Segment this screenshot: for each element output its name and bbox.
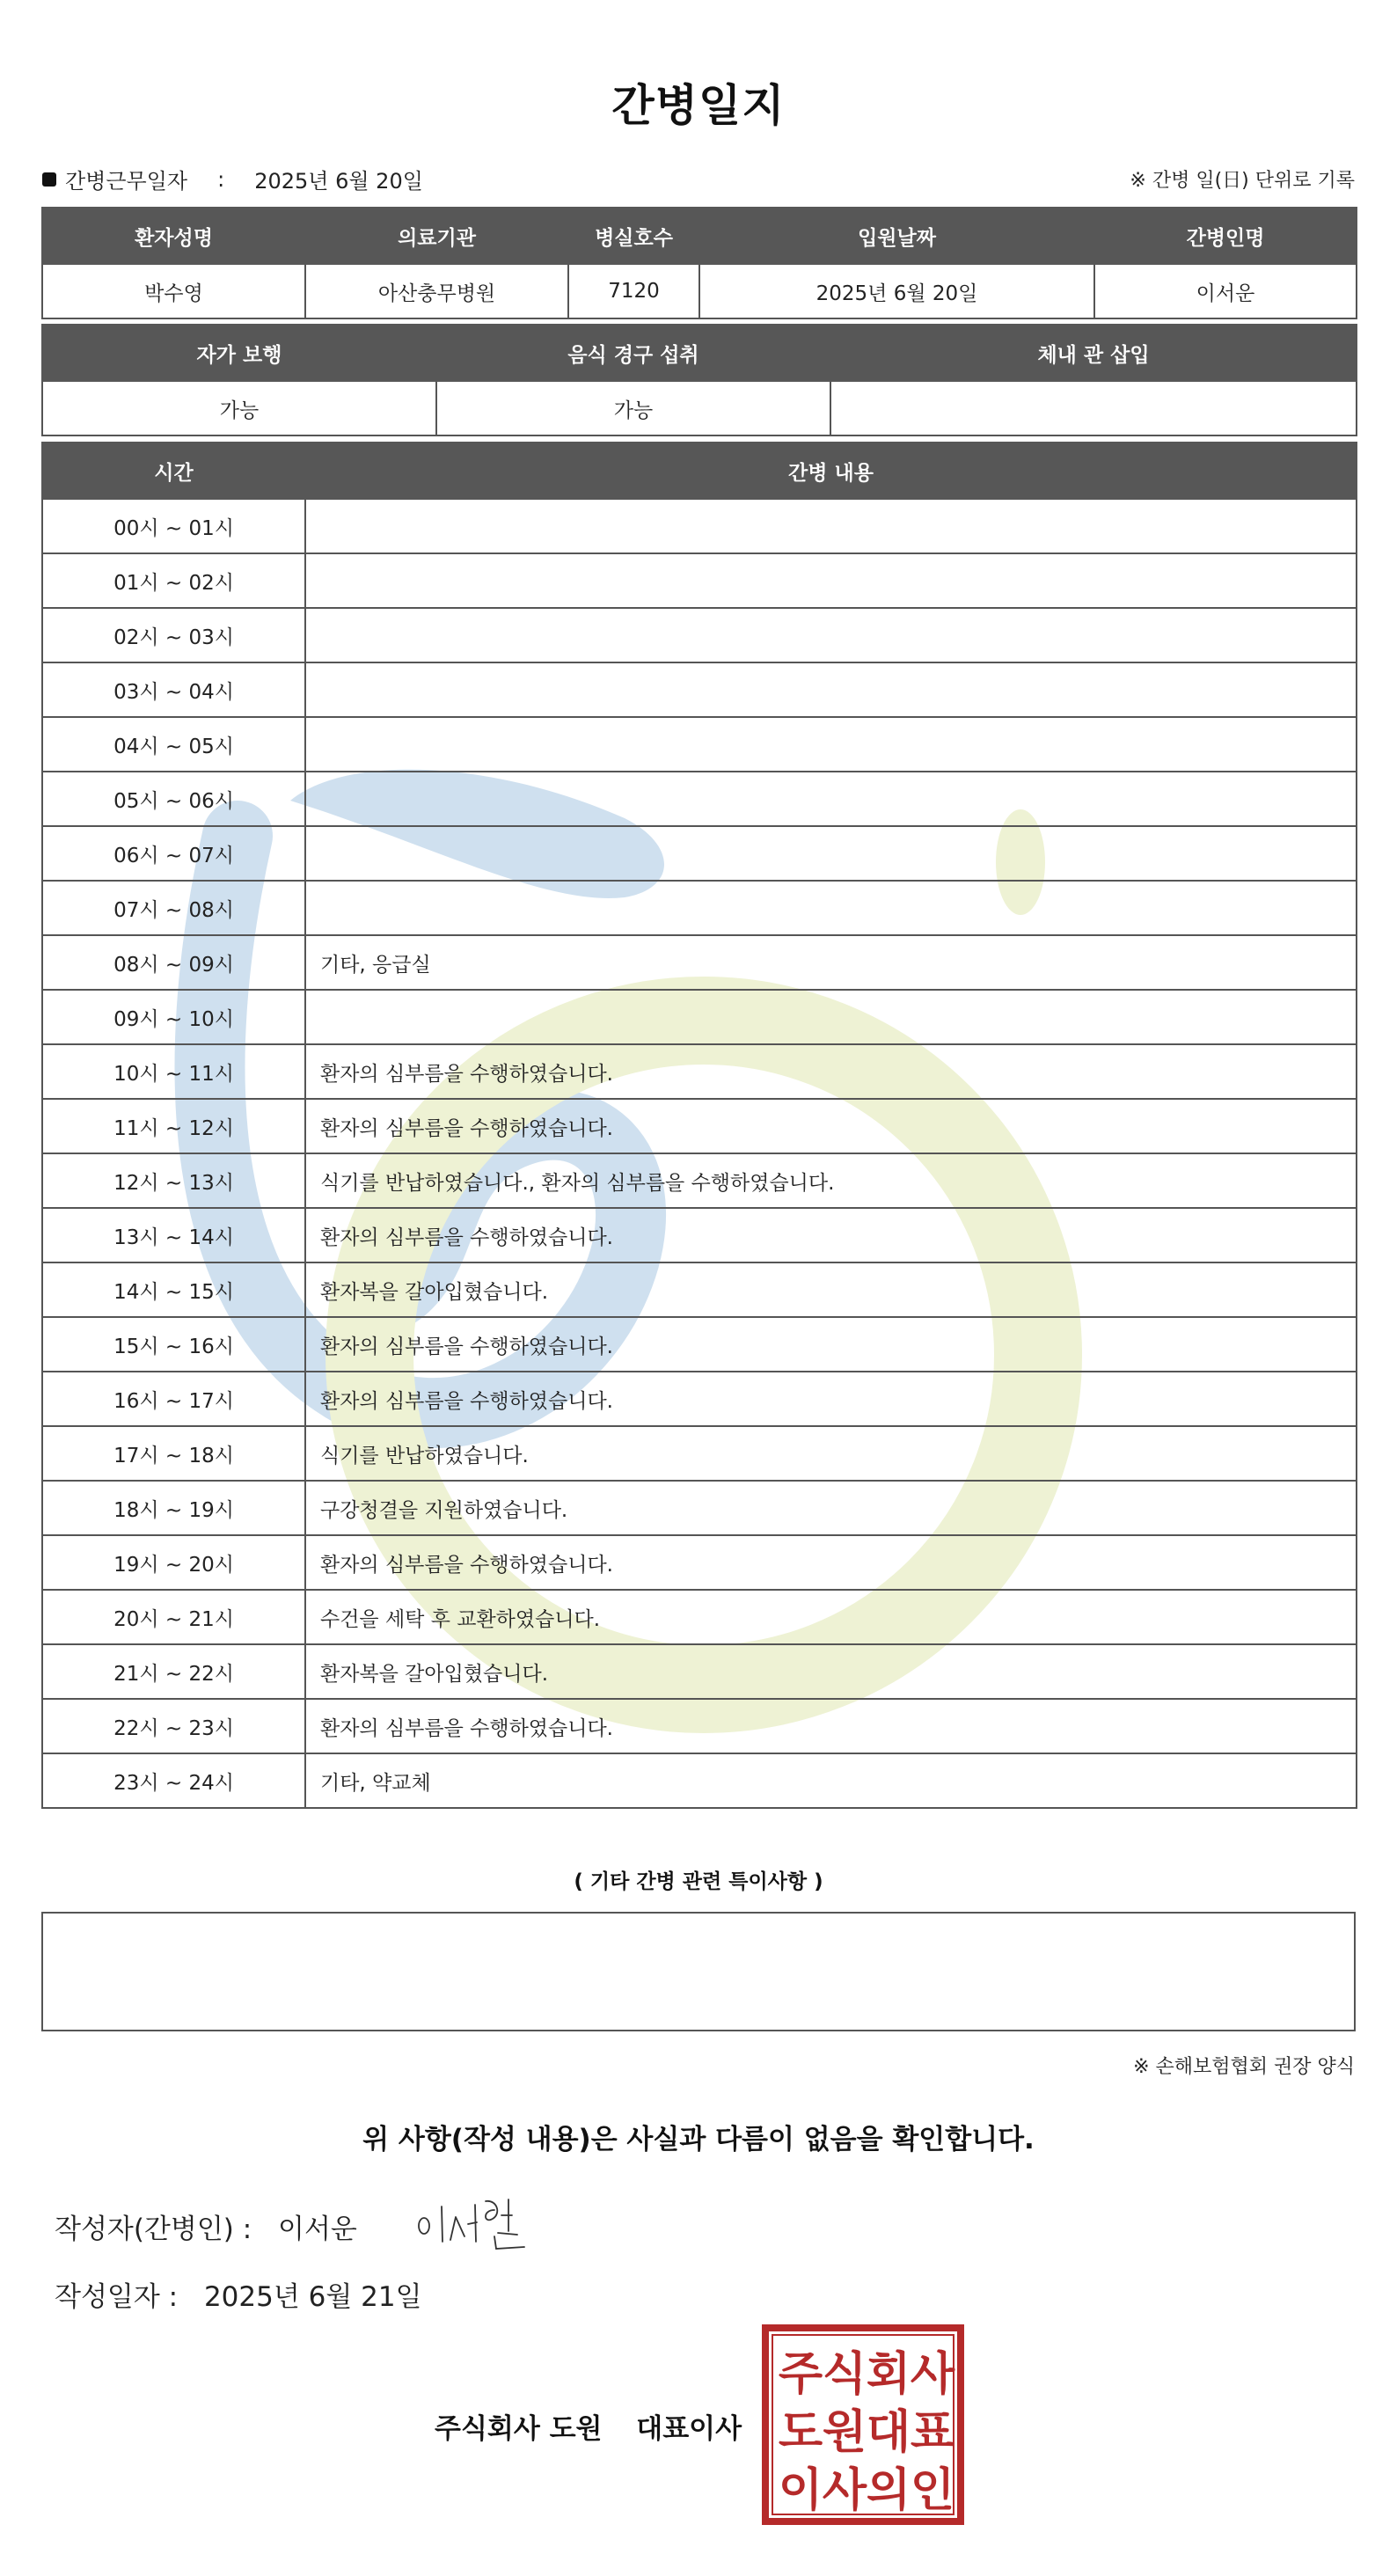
table-row — [42, 772, 1357, 826]
log-note — [305, 553, 1357, 608]
company-seal-stamp — [762, 2324, 964, 2525]
log-time: 17시 ~ 18시 — [42, 1426, 305, 1481]
writer-name: 이서운 — [278, 2214, 357, 2245]
table-row — [42, 935, 1357, 990]
header-admission-date: 입원날짜 — [699, 208, 1094, 264]
log-note: 식기를 반납하였습니다., 환자의 심부름을 수행하였습니다. — [305, 1153, 1357, 1208]
header-self-walking: 자가 보행 — [42, 325, 436, 381]
log-note — [305, 717, 1357, 772]
confirmation-statement: 위 사항(작성 내용)은 사실과 다름이 없음을 확인합니다. — [362, 2124, 1035, 2155]
table-row — [42, 608, 1357, 662]
log-time: 13시 ~ 14시 — [42, 1208, 305, 1262]
table-row — [42, 662, 1357, 717]
table-row — [42, 717, 1357, 772]
log-time: 15시 ~ 16시 — [42, 1317, 305, 1372]
table-row — [42, 1426, 1357, 1481]
table-row — [42, 1208, 1357, 1262]
written-date-value: 2025년 6월 21일 — [203, 2281, 422, 2313]
log-note: 수건을 세탁 후 교환하였습니다. — [305, 1590, 1357, 1644]
log-note — [305, 662, 1357, 717]
log-time: 16시 ~ 17시 — [42, 1372, 305, 1426]
seal-character: 사 — [910, 2348, 955, 2401]
header-care-content: 간병 내용 — [305, 443, 1357, 499]
log-time: 18시 ~ 19시 — [42, 1481, 305, 1535]
table-row — [42, 1644, 1357, 1699]
log-note: 환자복을 갈아입혔습니다. — [305, 1262, 1357, 1317]
writer-row — [55, 2206, 357, 2246]
special-notes-box — [41, 1912, 1356, 2031]
table-row — [42, 499, 1357, 553]
patient-info-table — [41, 207, 1357, 319]
log-time: 05시 ~ 06시 — [42, 772, 305, 826]
table-row — [42, 1044, 1357, 1099]
log-time: 10시 ~ 11시 — [42, 1044, 305, 1099]
log-note — [305, 826, 1357, 881]
written-date-row — [55, 2274, 422, 2314]
table-row — [42, 1153, 1357, 1208]
log-note: 식기를 반납하였습니다. — [305, 1426, 1357, 1481]
log-note: 환자의 심부름을 수행하였습니다. — [305, 1699, 1357, 1753]
table-row — [42, 553, 1357, 608]
self-walking-value: 가능 — [42, 381, 436, 435]
patient-status-header — [42, 325, 1357, 381]
log-time: 22시 ~ 23시 — [42, 1699, 305, 1753]
log-note — [305, 990, 1357, 1044]
header-tube-insertion: 체내 관 삽입 — [830, 325, 1357, 381]
log-time: 04시 ~ 05시 — [42, 717, 305, 772]
log-note — [305, 772, 1357, 826]
table-row — [42, 1317, 1357, 1372]
log-note: 환자의 심부름을 수행하였습니다. — [305, 1317, 1357, 1372]
header-time: 시간 — [42, 443, 305, 499]
unit-note: ※ 간병 일(日) 단위로 기록 — [1130, 170, 1355, 192]
tube-insertion-value — [830, 381, 1357, 435]
header-caregiver-name: 간병인명 — [1094, 208, 1357, 264]
handwritten-signature — [413, 2191, 554, 2252]
log-note: 환자의 심부름을 수행하였습니다. — [305, 1099, 1357, 1153]
header-hospital: 의료기관 — [305, 208, 568, 264]
seal-character: 인 — [910, 2464, 955, 2517]
admission-date: 2025년 6월 20일 — [699, 264, 1094, 318]
seal-character: 원 — [822, 2406, 867, 2459]
log-time: 02시 ~ 03시 — [42, 608, 305, 662]
log-time: 19시 ~ 20시 — [42, 1535, 305, 1590]
work-date-value: 2025년 6월 20일 — [254, 169, 423, 194]
caregiver-name: 이서운 — [1094, 264, 1357, 318]
patient-status-values — [42, 381, 1357, 435]
log-time: 06시 ~ 07시 — [42, 826, 305, 881]
seal-character: 표 — [910, 2406, 955, 2459]
written-date-label: 작성일자 : — [55, 2281, 179, 2313]
seal-character: 의 — [866, 2464, 911, 2517]
work-date-row — [42, 164, 423, 194]
log-note — [305, 881, 1357, 935]
hospital-name: 아산충무병원 — [305, 264, 568, 318]
patient-info-header — [42, 208, 1357, 264]
seal-character: 대 — [866, 2406, 911, 2459]
seal-character: 회 — [866, 2348, 911, 2401]
table-row — [42, 881, 1357, 935]
table-row — [42, 1535, 1357, 1590]
table-row — [42, 1262, 1357, 1317]
patient-status-table — [41, 324, 1357, 436]
header-room-number: 병실호수 — [568, 208, 699, 264]
header-oral-intake: 음식 경구 섭취 — [436, 325, 830, 381]
log-note — [305, 608, 1357, 662]
log-time: 07시 ~ 08시 — [42, 881, 305, 935]
bullet-square-icon — [42, 172, 56, 187]
log-time: 12시 ~ 13시 — [42, 1153, 305, 1208]
log-note — [305, 499, 1357, 553]
header-patient-name: 환자성명 — [42, 208, 305, 264]
log-time: 23시 ~ 24시 — [42, 1753, 305, 1808]
log-time: 08시 ~ 09시 — [42, 935, 305, 990]
work-date-separator: : — [217, 166, 225, 192]
log-time: 20시 ~ 21시 — [42, 1590, 305, 1644]
table-row — [42, 826, 1357, 881]
table-row — [42, 1481, 1357, 1535]
seal-character: 주 — [778, 2348, 823, 2401]
recommend-note: ※ 손해보험협회 권장 양식 — [1133, 2056, 1355, 2078]
log-note: 기타, 응급실 — [305, 935, 1357, 990]
log-note: 환자의 심부름을 수행하였습니다. — [305, 1535, 1357, 1590]
log-note: 환자의 심부름을 수행하였습니다. — [305, 1208, 1357, 1262]
table-row — [42, 1753, 1357, 1808]
log-time: 14시 ~ 15시 — [42, 1262, 305, 1317]
log-time: 03시 ~ 04시 — [42, 662, 305, 717]
care-log-header — [42, 443, 1357, 499]
seal-character: 도 — [778, 2406, 823, 2459]
work-date-label: 간병근무일자 — [65, 169, 188, 194]
table-row — [42, 990, 1357, 1044]
company-name: 주식회사 도원 — [435, 2413, 603, 2445]
log-time: 01시 ~ 02시 — [42, 553, 305, 608]
special-notes-title: ( 기타 간병 관련 특이사항 ) — [574, 1870, 823, 1893]
patient-name: 박수영 — [42, 264, 305, 318]
log-time: 09시 ~ 10시 — [42, 990, 305, 1044]
company-representative-title: 대표이사 — [636, 2413, 742, 2445]
log-note: 환자복을 갈아입혔습니다. — [305, 1644, 1357, 1699]
seal-character: 식 — [822, 2348, 867, 2401]
writer-label: 작성자(간병인) : — [55, 2214, 252, 2245]
log-note: 환자의 심부름을 수행하였습니다. — [305, 1044, 1357, 1099]
table-row — [42, 1590, 1357, 1644]
room-number: 7120 — [568, 264, 699, 318]
page-title: 간병일지 — [611, 80, 786, 131]
log-time: 21시 ~ 22시 — [42, 1644, 305, 1699]
table-row — [42, 1099, 1357, 1153]
log-note: 환자의 심부름을 수행하였습니다. — [305, 1372, 1357, 1426]
patient-info-values — [42, 264, 1357, 318]
log-time: 00시 ~ 01시 — [42, 499, 305, 553]
log-time: 11시 ~ 12시 — [42, 1099, 305, 1153]
table-row — [42, 1372, 1357, 1426]
seal-character: 사 — [822, 2464, 867, 2517]
oral-intake-value: 가능 — [436, 381, 830, 435]
log-note: 기타, 약교체 — [305, 1753, 1357, 1808]
company-row — [435, 2406, 742, 2446]
table-row — [42, 1699, 1357, 1753]
log-note: 구강청결을 지원하였습니다. — [305, 1481, 1357, 1535]
care-log-table — [41, 442, 1357, 1809]
seal-character: 이 — [778, 2464, 823, 2517]
